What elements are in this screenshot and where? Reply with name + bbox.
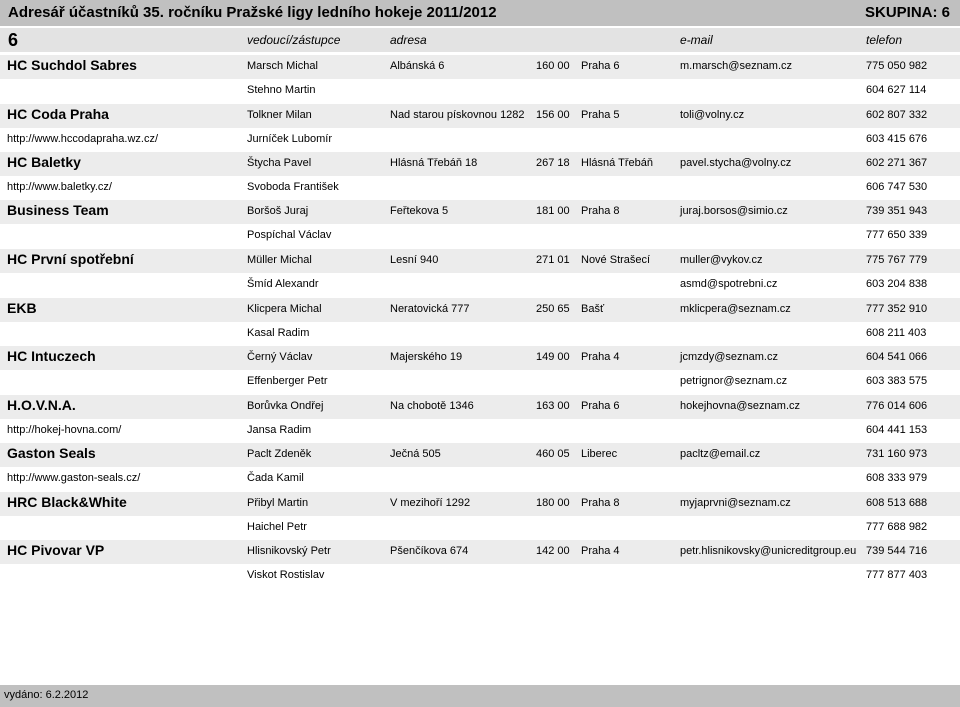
table-row	[0, 249, 960, 273]
contact-phone: 602 807 332	[866, 109, 928, 121]
contact-city: Bašť	[581, 303, 605, 315]
contact-street: Hlásná Třebáň 18	[390, 157, 478, 169]
table-row	[0, 55, 960, 79]
team-name: HC Baletky	[7, 154, 81, 170]
table-row	[0, 322, 960, 346]
table-row	[0, 516, 960, 540]
contact-city: Praha 8	[581, 205, 620, 217]
contact-zip: 460 05	[536, 448, 570, 460]
contact-name: Pospíchal Václav	[247, 229, 332, 241]
contact-phone: 604 627 114	[866, 84, 927, 96]
contact-phone: 604 441 153	[866, 424, 928, 436]
contact-name: Šmíd Alexandr	[247, 278, 319, 290]
contact-name: Effenberger Petr	[247, 375, 328, 387]
footer	[0, 685, 960, 707]
contact-street: Ječná 505	[390, 448, 441, 460]
contact-name: Tolkner Milan	[247, 109, 312, 121]
contact-phone: 777 352 910	[866, 303, 928, 315]
contact-phone: 602 271 367	[866, 157, 928, 169]
contact-street: Pšenčíkova 674	[390, 545, 469, 557]
contact-name: Paclt Zdeněk	[247, 448, 312, 460]
team-name: Business Team	[7, 202, 109, 218]
contact-name: Klicpera Michal	[247, 303, 322, 315]
contact-phone: 608 211 403	[866, 327, 927, 339]
contact-email[interactable]: muller@vykov.cz	[680, 254, 763, 266]
contact-city: Nové Strašecí	[581, 254, 651, 266]
contact-zip: 181 00	[536, 205, 570, 217]
contact-name: Čada Kamil	[247, 472, 304, 484]
team-name: HC Coda Praha	[7, 106, 109, 122]
table-row	[0, 273, 960, 297]
document-title: Adresář účastníků 35. ročníku Pražské ligy ledního hokeje 2011/2012	[8, 4, 497, 21]
contact-name: Stehno Martin	[247, 84, 316, 96]
contact-city: Praha 6	[581, 60, 620, 72]
contact-phone: 731 160 973	[866, 448, 928, 460]
table-row	[0, 152, 960, 176]
contact-name: Müller Michal	[247, 254, 312, 266]
contact-phone: 608 513 688	[866, 497, 928, 509]
table-row	[0, 224, 960, 248]
group-label: SKUPINA: 6	[864, 4, 950, 21]
contact-street: Lesní 940	[390, 254, 439, 266]
contact-phone: 603 204 838	[866, 278, 928, 290]
contact-zip: 271 01	[536, 254, 570, 266]
contact-street: Majerského 19	[390, 351, 463, 363]
table-row	[0, 395, 960, 419]
contact-zip: 180 00	[536, 497, 570, 509]
contact-phone: 775 050 982	[866, 60, 928, 72]
contact-name: Haichel Petr	[247, 521, 307, 533]
table-row	[0, 298, 960, 322]
contact-phone: 606 747 530	[866, 181, 928, 193]
team-url[interactable]: http://www.hccodapraha.wz.cz/	[7, 133, 159, 145]
contact-email[interactable]: mklicpera@seznam.cz	[680, 303, 791, 315]
contact-name: Kasal Radim	[247, 327, 310, 339]
column-header-email: e-mail	[680, 33, 713, 47]
contact-zip: 163 00	[536, 400, 570, 412]
contact-phone: 776 014 606	[866, 400, 928, 412]
contact-phone: 777 688 982	[866, 521, 928, 533]
contact-email[interactable]: asmd@spotrebni.cz	[680, 278, 778, 290]
contact-name: Viskot Rostislav	[247, 569, 325, 581]
contact-name: Svoboda František	[247, 181, 339, 193]
contact-city: Praha 6	[581, 400, 620, 412]
contact-name: Hlisnikovský Petr	[247, 545, 331, 557]
contact-email[interactable]: pavel.stycha@volny.cz	[680, 157, 792, 169]
contact-name: Boršoš Juraj	[247, 205, 309, 217]
table-row	[0, 370, 960, 394]
column-header-row	[0, 28, 960, 52]
table-row	[0, 443, 960, 467]
contact-city: Hlásná Třebáň	[581, 157, 653, 169]
column-header-contact: vedoucí/zástupce	[247, 33, 341, 47]
contact-name: Černý Václav	[247, 351, 313, 363]
contact-zip: 160 00	[536, 60, 570, 72]
contact-name: Borůvka Ondřej	[247, 400, 324, 412]
table-row	[0, 128, 960, 152]
team-name: HC První spotřební	[7, 251, 134, 267]
contact-zip: 142 00	[536, 545, 570, 557]
contact-city: Liberec	[581, 448, 618, 460]
contact-email[interactable]: jcmzdy@seznam.cz	[680, 351, 778, 363]
contact-street: V mezihoří 1292	[390, 497, 471, 509]
team-url[interactable]: http://hokej-hovna.com/	[7, 424, 122, 436]
team-name: HC Suchdol Sabres	[7, 57, 137, 73]
contact-phone: 608 333 979	[866, 472, 928, 484]
contact-zip: 267 18	[536, 157, 570, 169]
contact-phone: 777 877 403	[866, 569, 928, 581]
contact-street: Feřtekova 5	[390, 205, 449, 217]
table-row	[0, 467, 960, 491]
table-row	[0, 540, 960, 564]
contact-name: Přibyl Martin	[247, 497, 309, 509]
issued-date: vydáno: 6.2.2012	[4, 689, 89, 701]
contact-phone: 739 544 716	[866, 545, 928, 557]
contact-email[interactable]: pacltz@email.cz	[680, 448, 761, 460]
contact-email[interactable]: hokejhovna@seznam.cz	[680, 400, 801, 412]
team-url[interactable]: http://www.gaston-seals.cz/	[7, 472, 141, 484]
contact-email[interactable]: myjaprvni@seznam.cz	[680, 497, 791, 509]
contact-city: Praha 4	[581, 351, 620, 363]
contact-email[interactable]: m.marsch@seznam.cz	[680, 60, 793, 72]
contact-phone: 603 383 575	[866, 375, 928, 387]
contact-street: Na chobotě 1346	[390, 400, 474, 412]
contact-name: Štycha Pavel	[247, 157, 312, 169]
contact-phone: 603 415 676	[866, 133, 928, 145]
contact-zip: 149 00	[536, 351, 570, 363]
table-row	[0, 79, 960, 103]
contact-name: Marsch Michal	[247, 60, 318, 72]
contact-email[interactable]: petrignor@seznam.cz	[680, 375, 788, 387]
group-number: 6	[8, 30, 19, 50]
contact-phone: 739 351 943	[866, 205, 928, 217]
contact-phone: 604 541 066	[866, 351, 928, 363]
table-row	[0, 176, 960, 200]
table-row	[0, 492, 960, 516]
title-bar	[0, 0, 960, 26]
table-row	[0, 104, 960, 128]
contact-city: Praha 5	[581, 109, 620, 121]
contact-city: Praha 8	[581, 497, 620, 509]
team-name: H.O.V.N.A.	[7, 397, 76, 413]
contact-phone: 777 650 339	[866, 229, 928, 241]
team-name: HRC Black&White	[7, 494, 127, 510]
contact-email[interactable]: petr.hlisnikovsky@unicreditgroup.eu	[680, 545, 857, 557]
team-url[interactable]: http://www.baletky.cz/	[7, 181, 112, 193]
team-name: EKB	[7, 300, 37, 316]
table-row	[0, 419, 960, 443]
contact-city: Praha 4	[581, 545, 620, 557]
table-row	[0, 200, 960, 224]
team-name: HC Intuczech	[7, 348, 96, 364]
table-row	[0, 346, 960, 370]
team-name: HC Pivovar VP	[7, 542, 105, 558]
contact-email[interactable]: toli@volny.cz	[680, 109, 745, 121]
column-header-address: adresa	[390, 33, 427, 47]
contact-name: Jansa Radim	[247, 424, 312, 436]
contact-zip: 250 65	[536, 303, 570, 315]
column-header-phone: telefon	[866, 33, 903, 47]
contact-street: Neratovická 777	[390, 303, 470, 315]
contact-name: Jurníček Lubomír	[247, 133, 332, 145]
contact-phone: 775 767 779	[866, 254, 928, 266]
contact-zip: 156 00	[536, 109, 570, 121]
contact-street: Nad starou pískovnou 1282	[390, 109, 525, 121]
contact-street: Albánská 6	[390, 60, 445, 72]
team-name: Gaston Seals	[7, 445, 96, 461]
contact-email[interactable]: juraj.borsos@simio.cz	[680, 205, 788, 217]
table-row	[0, 564, 960, 588]
